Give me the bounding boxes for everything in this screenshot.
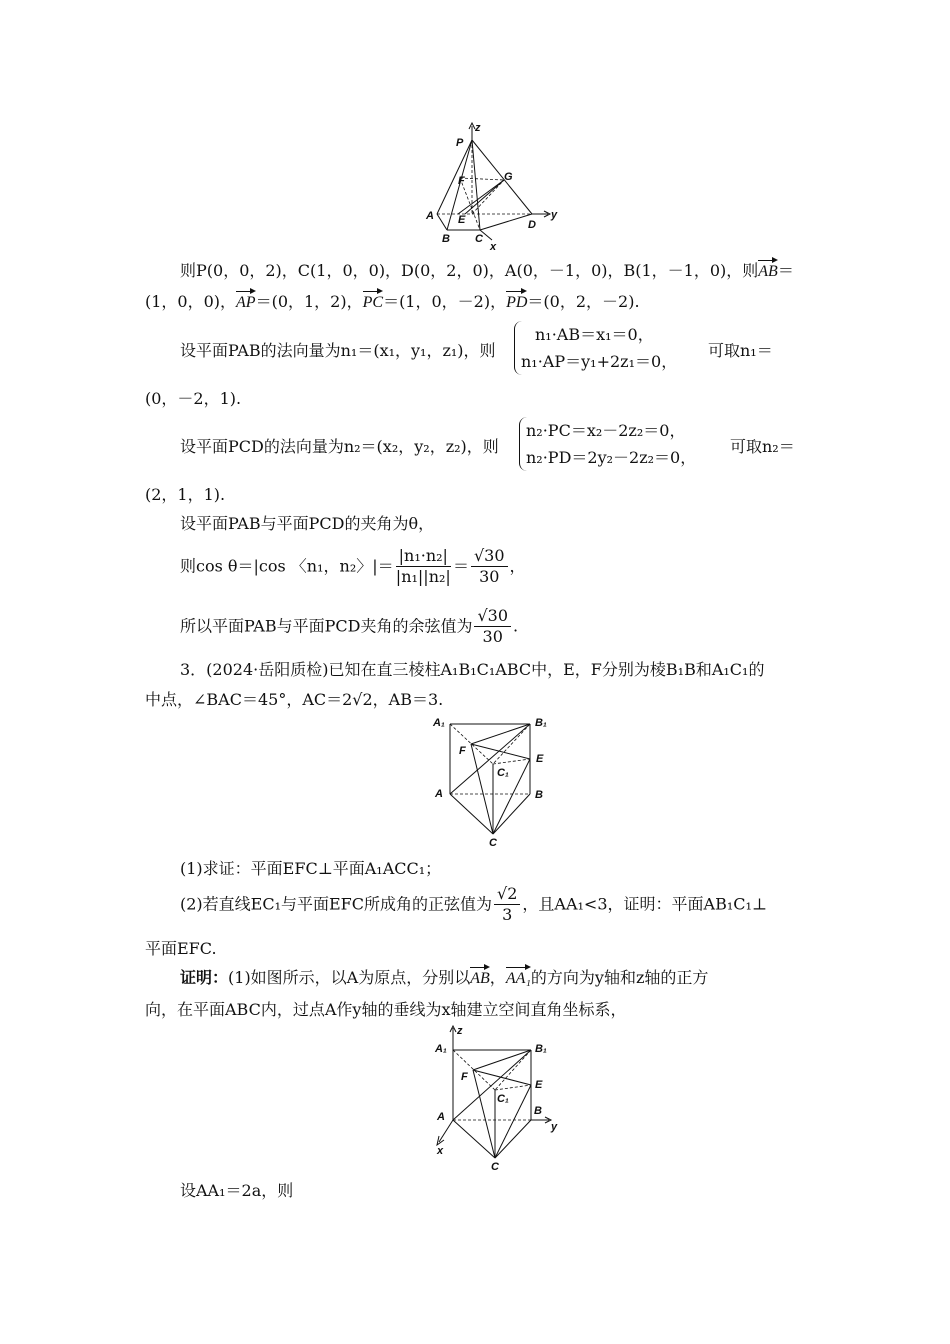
q3-part-2-text: (2)若直线EC₁与平面EFC所成角的正弦值为 [180, 894, 493, 914]
conclusion-numerator: √30 [474, 606, 511, 627]
text: (1，0，0)， [145, 292, 237, 311]
label-a1: A₁ [433, 717, 445, 729]
label-c: C [489, 837, 497, 849]
label-y: y [551, 1121, 558, 1133]
cos-denominator: |n₁||n₂| [395, 567, 451, 586]
angle-intro: 设平面PAB与平面PCD的夹角为θ， [180, 514, 435, 533]
conclusion-text: 所以平面PAB与平面PCD夹角的余弦值为 [180, 616, 473, 636]
system-2-row-1: n₂·PC＝x₂－2z₂＝0， [526, 421, 686, 440]
label-d: D [528, 219, 536, 231]
conclusion-fraction [474, 606, 511, 647]
proof-line-1 [180, 968, 708, 989]
label-a: A [426, 210, 434, 222]
label-a1: A₁ [435, 1043, 447, 1055]
n2-value: (2，1，1). [145, 485, 226, 504]
cos-formula [180, 546, 526, 587]
system-1 [514, 321, 677, 375]
text: (1)如图所示，以A为原点，分别以 [228, 968, 471, 987]
prism-figure [425, 712, 560, 852]
proof-label: 证明： [180, 968, 229, 987]
cos-fraction [396, 546, 451, 587]
q3-line-2: 中点，∠BAC＝45°，AC＝2√2，AB＝3. [145, 690, 444, 709]
vector-pc: PC [362, 294, 384, 311]
text: ＝(0，2，－2). [527, 292, 640, 311]
label-c: C [475, 233, 483, 245]
label-z: z [457, 1025, 463, 1037]
equals: ＝ [777, 261, 794, 280]
label-x: x [490, 241, 497, 253]
label-e: E [535, 1079, 543, 1091]
n1-intro: 设平面PAB的法向量为n₁＝(x₁，y₁，z₁)，则 [180, 341, 496, 360]
prism-axes-figure [425, 1022, 565, 1172]
label-c: C [491, 1161, 499, 1172]
text: ＝(0，1，2)， [255, 292, 363, 311]
comma: ， [489, 968, 506, 987]
q3-part-2 [180, 884, 767, 925]
sine-fraction [494, 884, 520, 925]
label-e: E [458, 214, 466, 226]
pyramid-figure [420, 118, 570, 253]
conclusion-denominator: 30 [482, 627, 503, 646]
sine-numerator: √2 [494, 884, 520, 905]
system-1-row-2: n₁·AP＝y₁+2z₁＝0， [521, 352, 678, 371]
cos-lhs: 则cos θ＝|cos 〈n₁，n₂〉|＝ [180, 556, 394, 576]
vector-aa1: AA₁ [505, 970, 531, 987]
period: . [513, 616, 519, 636]
n2-intro: 设平面PCD的法向量为n₂＝(x₂，y₂，z₂)，则 [180, 437, 499, 456]
label-b: B [534, 1105, 542, 1117]
vector-ab: AB [758, 263, 778, 280]
label-c1: C₁ [497, 1093, 509, 1105]
q3-line-1: 3．(2024·岳阳质检)已知在直三棱柱A₁B₁C₁ABC中，E，F分别为棱B₁B和A₁C₁的 [180, 660, 765, 679]
result-numerator: √30 [471, 546, 508, 567]
n1-value: (0，－2，1). [145, 389, 242, 408]
n1-take: 可取n₁＝ [708, 341, 773, 360]
label-f: F [458, 175, 465, 187]
q3-part-1: (1)求证：平面EFC⊥平面A₁ACC₁； [180, 859, 442, 878]
system-2 [519, 417, 696, 471]
label-b: B [535, 789, 543, 801]
cos-numerator: |n₁·n₂| [396, 546, 451, 567]
result-denominator: 30 [479, 567, 500, 586]
label-f: F [459, 745, 466, 757]
q3-part-2-rest: ，且AA₁<3，证明：平面AB₁C₁⊥ [522, 894, 767, 914]
system-2-row-2: n₂·PD＝2y₂－2z₂＝0， [526, 448, 697, 467]
comma: ， [509, 556, 526, 576]
vector-pd: PD [506, 294, 528, 311]
system-1-row-1: n₁·AB＝x₁＝0， [535, 325, 654, 344]
n2-take: 可取n₂＝ [730, 437, 795, 456]
label-e: E [536, 753, 544, 765]
vector-ap: AP [236, 294, 256, 311]
vector-ab-2: AB [470, 970, 490, 987]
label-g: G [504, 171, 513, 183]
coords-line-2 [145, 292, 640, 313]
label-b1: B₁ [535, 717, 547, 729]
result-fraction [471, 546, 508, 587]
text: 的方向为y轴和z轴的正方 [530, 968, 709, 987]
coords-line-1 [180, 261, 794, 282]
sine-denominator: 3 [502, 905, 513, 924]
label-f: F [461, 1071, 468, 1083]
proof-line-2: 向，在平面ABC内，过点A作y轴的垂线为x轴建立空间直角坐标系， [145, 1000, 627, 1019]
label-a: A [435, 788, 443, 800]
conclusion-line [180, 606, 518, 647]
label-c1: C₁ [497, 767, 509, 779]
label-x: x [437, 1145, 444, 1157]
label-p: P [456, 137, 464, 149]
last-line: 设AA₁＝2a，则 [180, 1181, 294, 1200]
coords-text: 则P(0，0，2)，C(1，0，0)，D(0，2，0)，A(0，－1，0)，B(1，－1，0)，则 [180, 261, 759, 280]
label-z: z [475, 122, 481, 134]
text: ＝(1，0，－2)， [383, 292, 507, 311]
equals: ＝ [452, 556, 469, 576]
label-a: A [437, 1111, 445, 1123]
q3-part-2-end: 平面EFC. [145, 939, 217, 958]
label-b: B [442, 233, 450, 245]
label-y: y [551, 209, 558, 221]
label-b1: B₁ [535, 1043, 547, 1055]
